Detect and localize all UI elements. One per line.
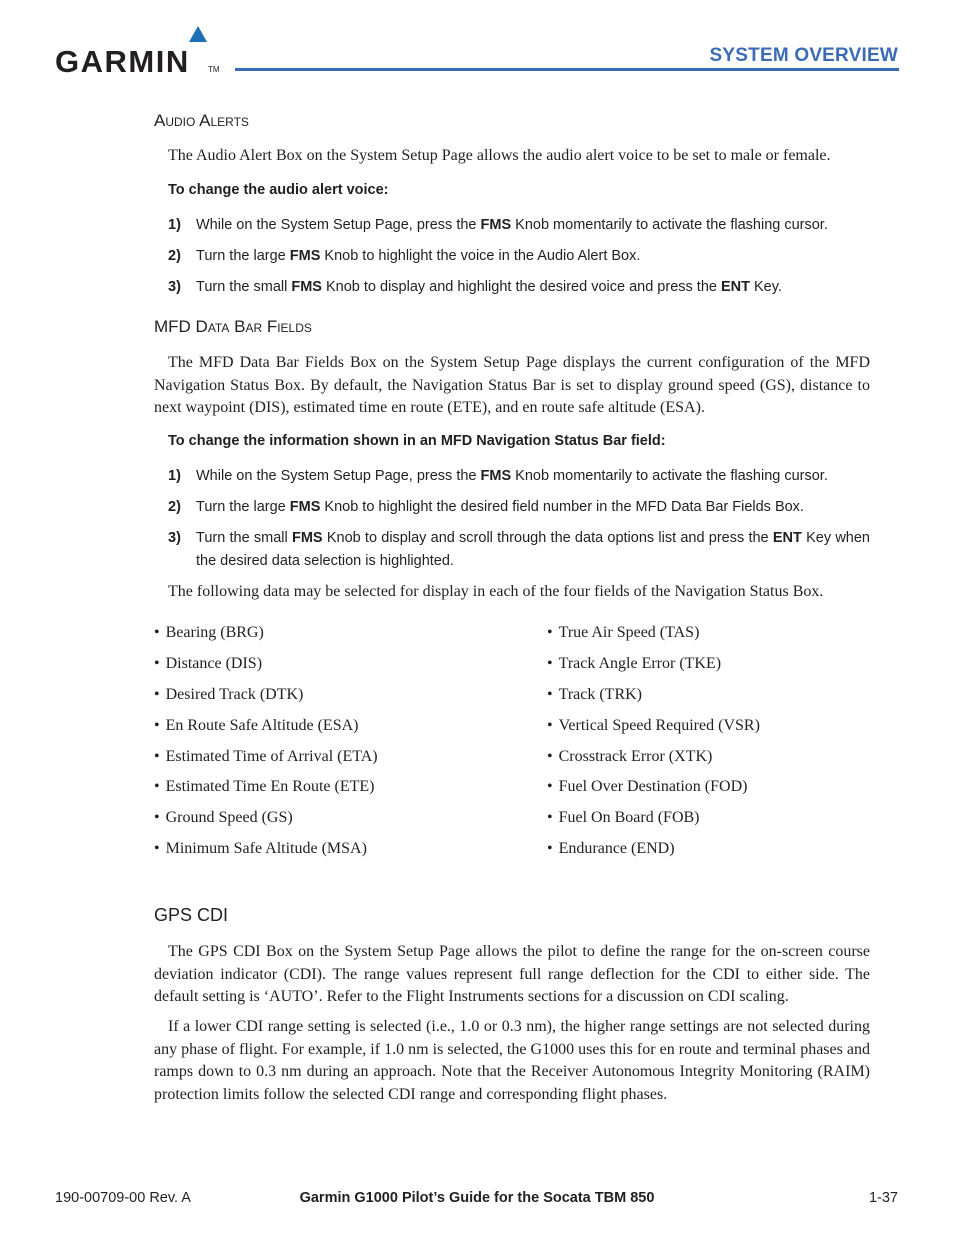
mfd-data-bar-heading: MFD Data Bar Fields [154, 317, 312, 336]
list-item: • Desired Track (DTK) [154, 685, 303, 705]
footer-page-number: 1-37 [868, 1190, 898, 1206]
audio-step-3: 3) Turn the small FMS Knob to display and highlight the desired voice and press the ENT Key. [168, 276, 870, 299]
logo-text: GARMIN [55, 44, 190, 79]
list-item: • Fuel Over Destination (FOD) [547, 777, 747, 797]
audio-step-2: 2) Turn the large FMS Knob to highlight the voice in the Audio Alert Box. [168, 245, 870, 268]
list-item: • Ground Speed (GS) [154, 808, 293, 828]
step-number: 3) [168, 530, 181, 546]
gps-cdi-paragraph-1: The GPS CDI Box on the System Setup Page allows the pilot to define the range for the on-screen course deviation indicator (CDI). The range values represent full range deflection for the CDI to either side. The default setting is ‘AUTO’. Refer to the Flight Instruments sections for a discussion on CDI scaling. [154, 943, 870, 1005]
mfd-step-3: 3) Turn the small FMS Knob to display and scroll through the data options list and press the ENT Key when the desired data selection is highlighted. [168, 527, 870, 573]
step-number: 2) [168, 248, 181, 264]
step-number: 3) [168, 279, 181, 295]
mfd-step-2: 2) Turn the large FMS Knob to highlight the desired field number in the MFD Data Bar Fields Box. [168, 496, 870, 519]
list-item: • True Air Speed (TAS) [547, 623, 699, 643]
step-number: 2) [168, 499, 181, 515]
list-item: • Crosstrack Error (XTK) [547, 747, 712, 767]
list-item: • Estimated Time En Route (ETE) [154, 777, 374, 797]
audio-step-1: 1) While on the System Setup Page, press the FMS Knob momentarily to activate the flashing cursor. [168, 214, 870, 237]
list-item: • Estimated Time of Arrival (ETA) [154, 747, 378, 767]
mfd-intro: The MFD Data Bar Fields Box on the System Setup Page displays the current configuration of the MFD Navigation Status Box. By default, the Navigation Status Bar is set to display ground speed (GS), distance to next waypoint (DIS), estimated time en route (ETE), and en route safe altitude (ESA). [154, 354, 870, 416]
mfd-following-text: The following data may be selected for display in each of the four fields of the Navigation Status Box. [168, 583, 824, 600]
gps-cdi-paragraph-2: If a lower CDI range setting is selected (i.e., 1.0 or 0.3 nm), the higher range settings are not selected during any phase of flight. For example, if 1.0 nm is selected, the G1000 uses this for en route and terminal phases and ramps down to 0.3 nm during an approach. Note that the Receiver Autonomous Integrity Monitoring (RAIM) protection limits follow the selected CDI range and corresponding flight phases. [154, 1018, 870, 1103]
garmin-logo [55, 26, 220, 79]
list-item: • Fuel On Board (FOB) [547, 808, 700, 828]
header-rule [235, 68, 899, 71]
mfd-procedure-title: To change the information shown in an MFD Navigation Status Bar field: [168, 433, 666, 449]
footer-title: Garmin G1000 Pilot’s Guide for the Socata TBM 850 [299, 1190, 655, 1206]
list-item: • Bearing (BRG) [154, 623, 264, 643]
list-item: • Endurance (END) [547, 839, 675, 859]
list-item: • En Route Safe Altitude (ESA) [154, 716, 358, 736]
gps-cdi-heading: GPS CDI [154, 905, 229, 925]
list-item: • Track (TRK) [547, 685, 642, 705]
audio-procedure-title: To change the audio alert voice: [168, 182, 389, 198]
step-number: 1) [168, 217, 181, 233]
logo-trademark: TM [208, 65, 220, 74]
list-item: • Distance (DIS) [154, 654, 262, 674]
list-item: • Vertical Speed Required (VSR) [547, 716, 760, 736]
audio-alerts-intro: The Audio Alert Box on the System Setup Page allows the audio alert voice to be set to male or female. [168, 147, 831, 164]
audio-alerts-heading: Audio Alerts [154, 111, 249, 130]
footer-doc-number: 190-00709-00 Rev. A [55, 1190, 191, 1206]
list-item: • Track Angle Error (TKE) [547, 654, 721, 674]
list-item: • Minimum Safe Altitude (MSA) [154, 839, 367, 859]
step-number: 1) [168, 468, 181, 484]
section-title: SYSTEM OVERVIEW [709, 45, 898, 66]
logo-triangle-icon [189, 26, 207, 42]
mfd-step-1: 1) While on the System Setup Page, press the FMS Knob momentarily to activate the flashing cursor. [168, 465, 870, 488]
